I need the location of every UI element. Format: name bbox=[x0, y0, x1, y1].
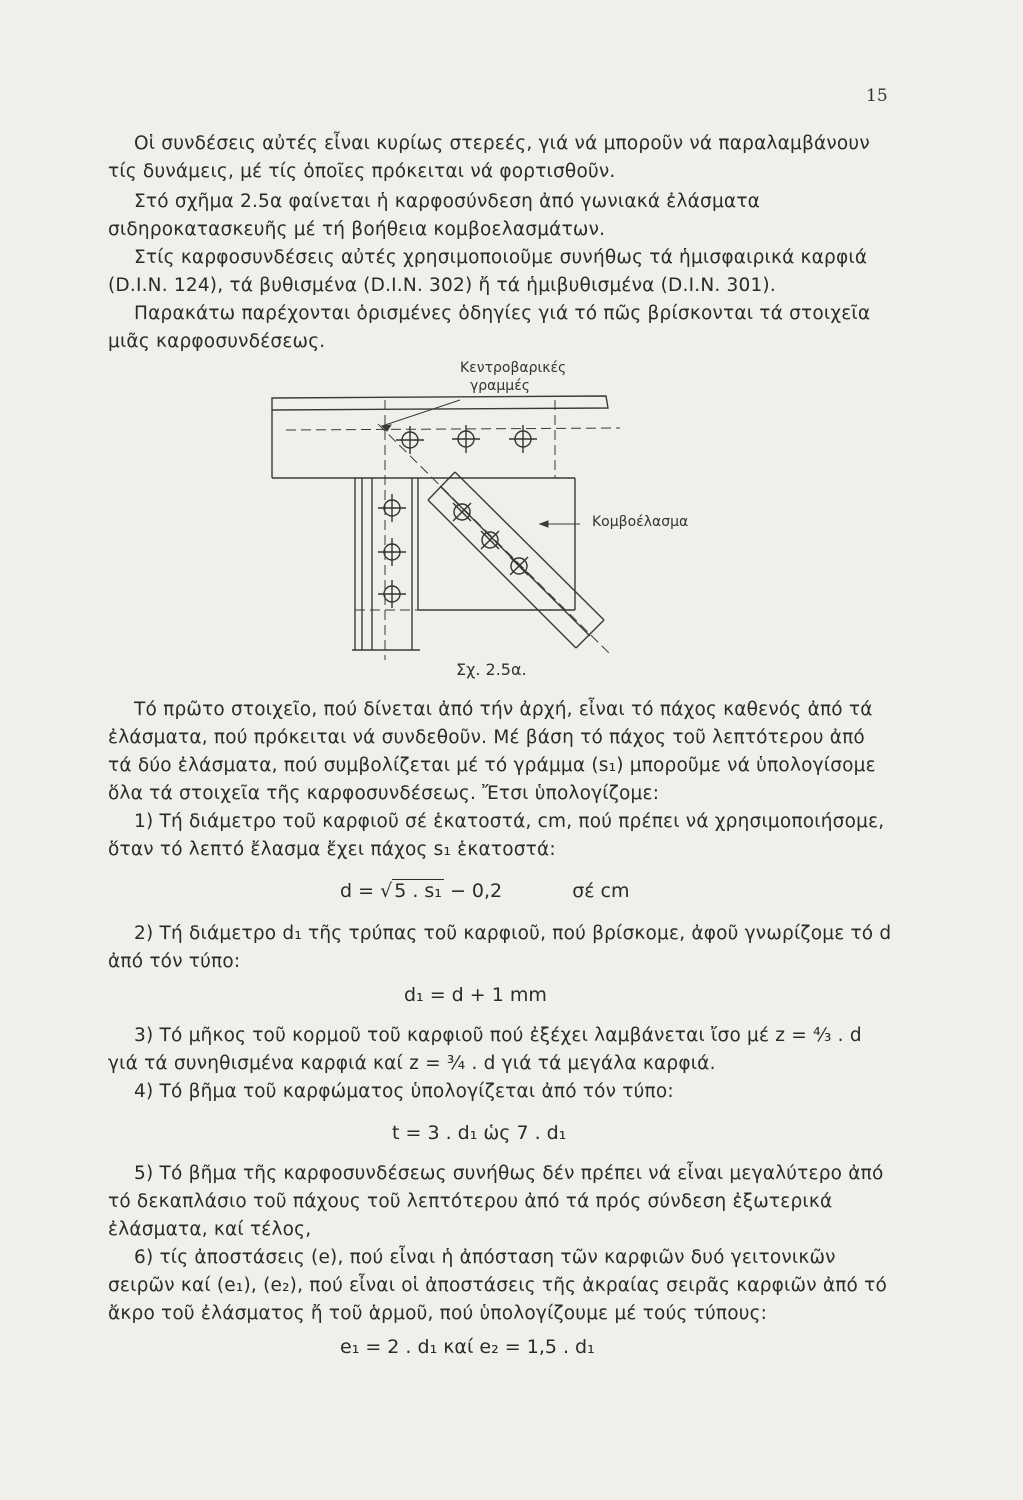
equation-hole-diameter: d₁ = d + 1 mm bbox=[404, 984, 547, 1006]
item-1: 1) Τή διάμετρο τοῦ καρφιοῦ σέ ἑκατοστά, cm, πού πρέπει νά χρησιμοποιήσομε, ὅταν τό λεπτό ἔλασμα ἔχει πάχος s₁ ἑκατοστά: bbox=[108, 811, 885, 860]
label-centroid-lines-2: γραμμές bbox=[470, 378, 530, 394]
paragraph-intro-1: Οἱ συνδέσεις αὐτές εἶναι κυρίως στερεές, γιά νά μποροῦν νά παραλαμβάνουν τίς δυνάμεις, μέ τίς ὁποῖες πρόκειται νά φορτισθοῦν. bbox=[108, 133, 870, 182]
eq1-radicand: 5 . s₁ bbox=[394, 880, 442, 902]
eq1-lhs: d = bbox=[340, 880, 375, 902]
eq1-unit: σέ cm bbox=[572, 880, 630, 902]
label-gusset-plate: Κομβοέλασμα bbox=[592, 514, 689, 530]
paragraph-intro-3: Στίς καρφοσυνδέσεις αὐτές χρησιμοποιοῦμε συνήθως τά ἡμισφαιρικά καρφιά (D.I.N. 124), τά βυθισμένα (D.I.N. 302) ἤ τά ἡμιβυθισμένα (D.I.N. 301). bbox=[108, 247, 868, 296]
item-6: 6) τίς ἀποστάσεις (e), πού εἶναι ἡ ἀπόσταση τῶν καρφιῶν δυό γειτονικῶν σειρῶν καί (e₁), (e₂), πού εἶναι οἱ ἀποστάσεις τῆς ἀκραίας σειρᾶς καρφιῶν ἀπό τό ἄκρο τοῦ ἐλάσματος ἤ τοῦ ἁρμοῦ, πού ὑπολογίζουμε μέ τούς τύπους: bbox=[108, 1247, 888, 1324]
item-3: 3) Τό μῆκος τοῦ κορμοῦ τοῦ καρφιοῦ πού ἐξέχει λαμβάνεται ἴσο μέ z = ⁴⁄₃ . d γιά τά συνηθισμένα καρφιά καί z = ³⁄₄ . d γιά τά μεγάλα καρφιά. bbox=[108, 1025, 862, 1074]
item-2: 2) Τή διάμετρο d₁ τῆς τρύπας τοῦ καρφιοῦ, πού βρίσκομε, ἀφοῦ γνωρίζομε τό d ἀπό τόν τύπο: bbox=[108, 923, 892, 972]
item-4: 4) Τό βῆμα τοῦ καρφώματος ὑπολογίζεται ἀπό τόν τύπο: bbox=[134, 1081, 674, 1102]
page-number: 15 bbox=[866, 86, 888, 106]
centroid-line-horizontal bbox=[286, 428, 620, 430]
top-chord-flange bbox=[272, 396, 608, 410]
label-centroid-lines-1: Κεντροβαρικές bbox=[460, 360, 567, 376]
paragraph-intro-4: Παρακάτω παρέχονται ὁρισμένες ὁδηγίες γιά τό πῶς βρίσκονται τά στοιχεῖα μιᾶς καρφοσυνδέσεως. bbox=[108, 303, 871, 352]
equation-edge-distances: e₁ = 2 . d₁ καί e₂ = 1,5 . d₁ bbox=[340, 1336, 595, 1358]
paragraph-first-element: Τό πρῶτο στοιχεῖο, πού δίνεται ἀπό τήν ἀρχή, εἶναι τό πάχος καθενός ἀπό τά ἐλάσματα, πού πρόκειται νά συνδεθοῦν. Μέ βάση τό πάχος τοῦ λεπτότερου ἀπό τά δύο ἐλάσματα, πού συμβολίζεται μέ τό γράμμα (s₁) μποροῦμε νά ὑπολογίσομε ὅλα τά στοιχεῖα τῆς καρφοσυνδέσεως. Ἔτσι ὑπολογίζομε: bbox=[108, 699, 876, 804]
centroid-line-diagonal bbox=[378, 424, 612, 656]
paragraph-intro-2: Στό σχῆμα 2.5α φαίνεται ἡ καρφοσύνδεση ἀπό γωνιακά ἐλάσματα σιδηροκατασκευῆς μέ τή βοήθεια κομβοελασμάτων. bbox=[108, 191, 761, 240]
eq1-rest: − 0,2 bbox=[449, 880, 503, 902]
item-5: 5) Τό βῆμα τῆς καρφοσυνδέσεως συνήθως δέν πρέπει νά εἶναι μεγαλύτερο ἀπό τό δεκαπλάσιο τοῦ πάχους τοῦ λεπτότερου ἀπό τά πρός σύνδεση ἐξωτερικά ἐλάσματα, καί τέλος, bbox=[108, 1163, 884, 1240]
diagonal-member bbox=[455, 472, 604, 620]
equation-rivet-diameter: d = √ 5 . s₁ − 0,2 σέ cm bbox=[340, 880, 630, 902]
figure-caption: Σχ. 2.5α. bbox=[456, 660, 527, 679]
equation-pitch: t = 3 . d₁ ὡς 7 . d₁ bbox=[392, 1122, 567, 1144]
